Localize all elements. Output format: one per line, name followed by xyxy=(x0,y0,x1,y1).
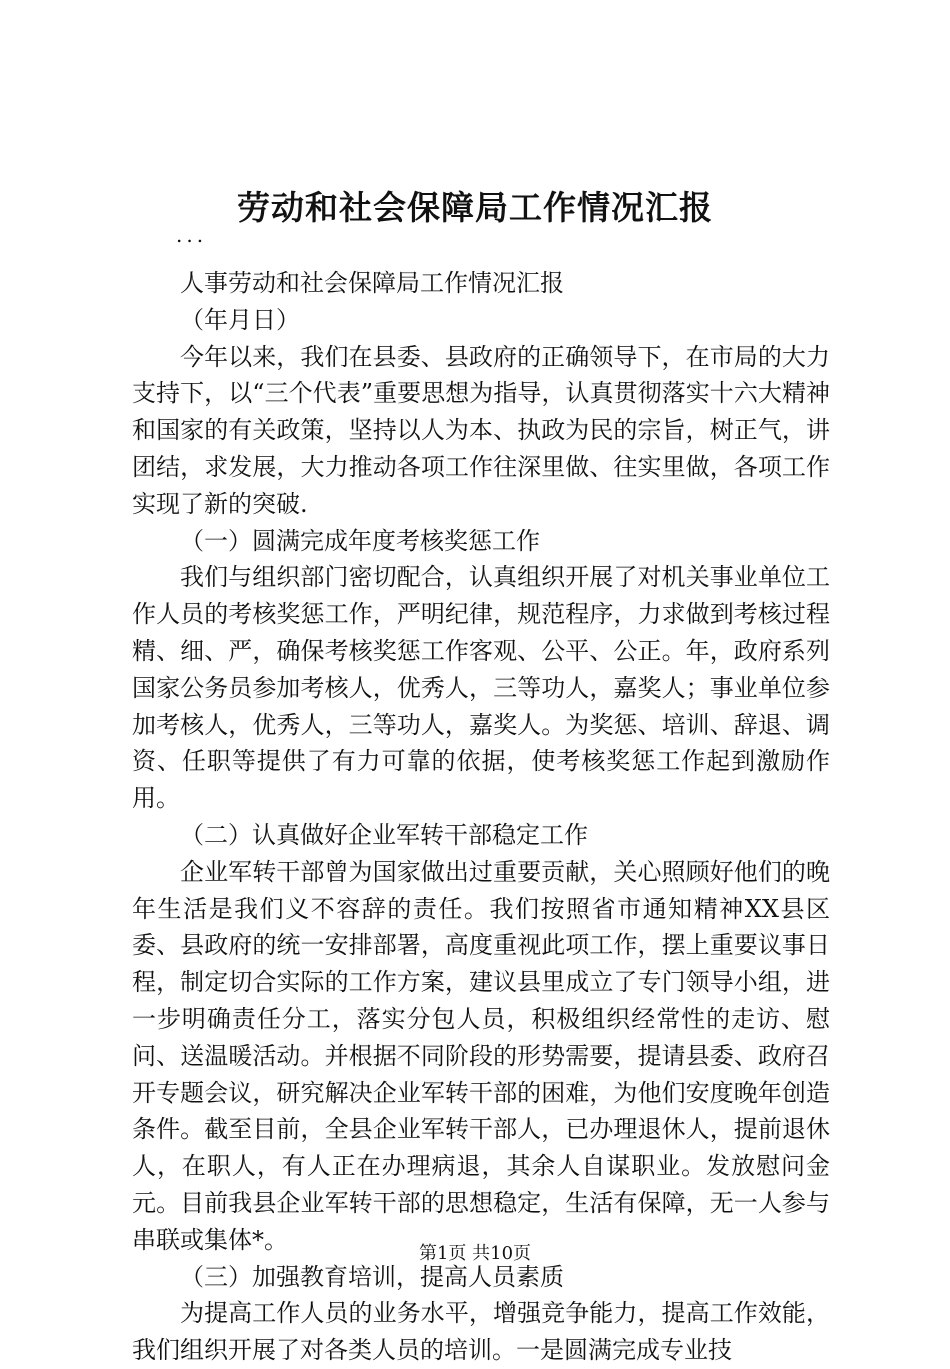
intro-paragraph: 今年以来，我们在县委、县政府的正确领导下，在市局的大力支持下，以“三个代表”重要思想为指导，认真贯彻落实十六大精神和国家的有关政策，坚持以人为本、执政为民的宗旨，树正气，讲团结，求发展，大力推动各项工作往深里做、往实里做，各项工作实现了新的突破. xyxy=(132,342,830,518)
section-paragraph-3: 为提高工作人员的业务水平，增强竞争能力，提高工作效能，我们组织开展了对各类人员的培训。一是圆满完成专业技 xyxy=(132,1299,830,1365)
section-paragraph-2: 企业军转干部曾为国家做出过重要贡献，关心照顾好他们的晚年生活是我们义不容辞的责任。我们按照省市通知精神XX县区委、县政府的统一安排部署，高度重视此项工作，摆上重要议事日程，制定切合实际的工作方案，建议县里成立了专门领导小组，进一步明确责任分工，落实分包人员，积极组织经常性的走访、慰问、送温暖活动。并根据不同阶段的形势需要，提请县委、政府召开专题会议，研究解决企业军转干部的困难，为他们安度晚年创造条件。截至目前，全县企业军转干部人，已办理退休人，提前退休人，在职人，有人正在办理病退，其余人自谋职业。发放慰问金元。目前我县企业军转干部的思想稳定，生活有保障，无一人参与串联或集体*。 xyxy=(132,857,830,1254)
section-heading-3: （三）加强教育培训，提高人员素质 xyxy=(180,1262,564,1291)
subtitle-line: 人事劳动和社会保障局工作情况汇报 xyxy=(180,269,564,297)
document-body xyxy=(132,265,830,1369)
ellipsis-marker: ... xyxy=(176,223,208,247)
section-heading-1: （一）圆满完成年度考核奖惩工作 xyxy=(180,526,540,555)
document-title: 劳动和社会保障局工作情况汇报 xyxy=(237,188,713,227)
date-line: （年月日） xyxy=(180,305,300,334)
section-paragraph-1: 我们与组织部门密切配合，认真组织开展了对机关事业单位工作人员的考核奖惩工作，严明纪律，规范程序，力求做到考核过程精、细、严，确保考核奖惩工作客观、公平、公正。年，政府系列国家公务员参加考核人，优秀人，三等功人，嘉奖人；事业单位参加考核人，优秀人，三等功人，嘉奖人。为奖惩、培训、辞退、调资、任职等提供了有力可靠的依据，使考核奖惩工作起到激励作用。 xyxy=(132,563,830,813)
page-number-footer: 第1页 共10页 xyxy=(418,1243,532,1264)
section-heading-2: （二）认真做好企业军转干部稳定工作 xyxy=(180,820,588,849)
